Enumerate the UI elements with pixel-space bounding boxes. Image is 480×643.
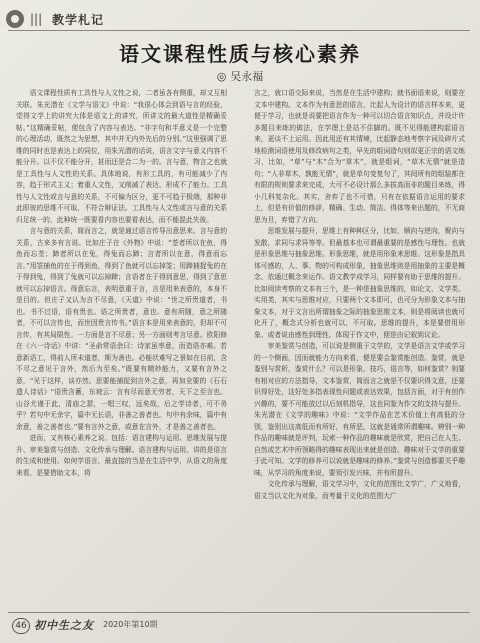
page-number: 46 xyxy=(12,618,30,634)
body-column-left xyxy=(16,88,227,603)
magazine-logo-icon xyxy=(6,10,24,28)
header-decoration: ||| xyxy=(30,12,43,26)
body-paragraph: 语文课程性质有工具性与人文性之说，二者虽各有侧重，却又互相关联。朱光潜在《文学与语文》中说：“我很心体会到语与言的经验，觉得文学上的讲究大体是语文上的讲究，所讲文的最大道性是精确妥帖。”这精确妥帖，便包含了内容与表达。“非字句和半意义是一个完整的心理活动，既然之为思想，其中并无内外先后的分别。”这里强调了思维的同时也是表达上的同位，用朱光潜的话说，语言文字与意义内容不能分开。以不仅不能分开，甚而还是合二为一的。言与意，物言之也就是工具性与人文性的关系。具体地说，有形工具的，有可能减少了内容，趋于形式主义；着重人文性，又削减了表达，形成不了能力。工具性与人文性或言与意的关系，不可偏为区分，更不可趋于极端，那种非此即彼的思维不可取，不符合辩证法。工具性与人文性或言与意的关系归足统一的，此种统一既要看内容也要看表达，而不能混此失彼。 xyxy=(16,89,227,224)
body-paragraph: 审美鉴赏与创造，可以说是侧重于文学的，文学是语言文学或学习的一个侧面，因而就能力方向来看，便是要会鉴赏能创造。鉴赏，就是鉴别与赏析，鉴赏什么？可以是形象，技巧，语言等，如何鉴赏？则要有相对应的方法指导，文本鉴赏，简而言之就是不仅要识得文意，还要识得好处，这好处多指表现性问题或表达效果，包括方面，对于有创作兴趣的，要不可能放过以后刻机指导，这也同鉴为作文的支持与提升。朱光潜在《文学的趣味》中说：“文学作品在艺术价值上有高低的分别，鉴别出这高低而有所好，有所恶，这就是通常所谓趣味。辨别一种作品的趣味就是评判，玩索一种作品的趣味就是欣赏，把自己在人生、自然或艺术中所领略得的趣味表现出来就是创造。趣味对于文学的重要于此可知。文学的修养可以说就是趣味的修养。”鉴赏与创造都要关乎趣味，从学习的角度来说，要领引发兴味，并有所提升。 xyxy=(254,342,465,477)
article-author xyxy=(0,68,480,84)
magazine-name: 初中生之友 xyxy=(34,619,94,632)
header-divider xyxy=(8,30,470,31)
body-paragraph: 思维发展与提升，思维上有种种区分，比如，顺向与逆向，聚向与发散，求同与求异等等。但最基本也可谓最重要的是感性与理性。也就是形象思维与抽象思维。形象思维，就是用形象来思维。这形象是指具体可感的，人、事、物的可构成形象，抽象思维则是用抽象的主要是概念、依通过概念来运作。语文教学成学习，同样要有助于思维的提升。比如阅读考察的文本有三个，是一种是抽象思维的，如论文、文学类、实用类，其实与思维对应，只要两个文本即可，也可分为形象文本与抽象文本，对于文言出所谓抽象之际的抽象思维文本，则是将阅读也就可化开了，概念式分析也就可以，不可取。思维的提升，本是要借用形象、或者说由感性到理性。体现于作文中，便是由记叙到议论。 xyxy=(254,227,465,339)
footer-divider xyxy=(8,612,470,613)
author-name: 吴永福 xyxy=(230,70,264,83)
section-label: 教学札记 xyxy=(52,13,105,27)
author-mark-icon: ◎ xyxy=(216,70,227,83)
article-title: 语文课程性质与核心素养 xyxy=(119,42,361,66)
body-column-right xyxy=(254,88,465,603)
issue-label: 2020年第10期 xyxy=(103,620,158,629)
body-paragraph: 言之，就口语交际来说，当然是在生活中建构；就书面语来说，则要在文本中建构。文本作为有意思的语言，比起人为设计的语言样本来，更便于学习，也就是说要把语言作为一种可以切合语言知识点，并设计许多题目来练的做法，在学理上是站不住脚的。既不见得能建构起语言来，更谈不上运用。因此用还有其情境，比起静态地考察字词及碎片式地检测词语使用及修改病句之类，早先的组词造句则似更正宗的语文练习，比如，“草”与“木”合为“草木”，就是组词，“草木无情”就是造句；“人非草木，孰能无情”，就是单句变复句了，其间所有的组装都在有限的规则要求来完成，大可不必设计那么多拔高而非的题目来练，得小几科复杂化。其实，舍弃了也不可惜，只有在依据语言运用的要求上，但是有价值的修辞，精确、生动、简洁、得体等来出题的，不无商思为旦，弃错了方向。 xyxy=(254,89,465,224)
body-paragraph: 文化传承与理解，语文学习中，文化的范围比文学广，广义地看，语文当以文化为对象，而考量于文化的范围大广 xyxy=(254,480,465,500)
body-paragraph: 进而，又有核心素养之说。包括：语言建构与运用、思维发展与提升、审美鉴赏与创造、文化传承与理解。语言建构与运用，讲的是语言的生成和使用。如何学语言，最直接的当是在生活中学，从语文的角度来看，是要借助文本，将 xyxy=(16,434,227,477)
body-paragraph: 言与意的关系，简而言之，就是通过语言传导出意思来。言与意的关系，古来多有言说。比如庄子在《外物》中说：“荃者所以在鱼，得鱼而忘荃；蹄者所以在兔，得兔而忘蹄；言者所以在意，得意而忘言。”用筌捕鱼的在于得到鱼，得到了鱼就可以忘掉筌；用蹄捕捉兔的在于得到兔，得到了兔就可以忘掉蹄；言语者在于得到意思，得到了意思就可以忘掉语言。得意忘言，表明意重于言，言是用来表意的，本身不是目的。但庄子又认为言不尽意，《天道》中说：“世之所贵道者，书也。书不过语，语有贵也。语之所贵者，意也。意有所随，意之所随者，不可以言传也，而世因贵言传书。”语言本是用来表意的，但却不可言传，有其局限性。一方面是言不尽意；另一方面则考言尽意。欧阳修在《六一诗话》中讲：“圣俞常语余曰：诗家虽率意，而造语亦难。若意新语工，得前人所未道者，斯为善也。必能状难写之景如在目前，含不尽之意见于言外，然后为至矣。”既要有精妙能力，又要有言外之意，“见于这样，谈亦然。思要能捕捉到言外之意，再加全要的《石石遗人诗话》“语贵含蓄，东坡云：言有尽而意无穷者，天下之至言也。山谷尤谨于此，清庙之瑟，一唱三叹，远矣哉，后之学诗者，可不务乎？若句中无余字，篇中无长语，非善之善者也。句中有余味，篇中有余意，善之善者也。”要有言外之意，或意在言外，才是善之善者也。 xyxy=(16,227,227,431)
